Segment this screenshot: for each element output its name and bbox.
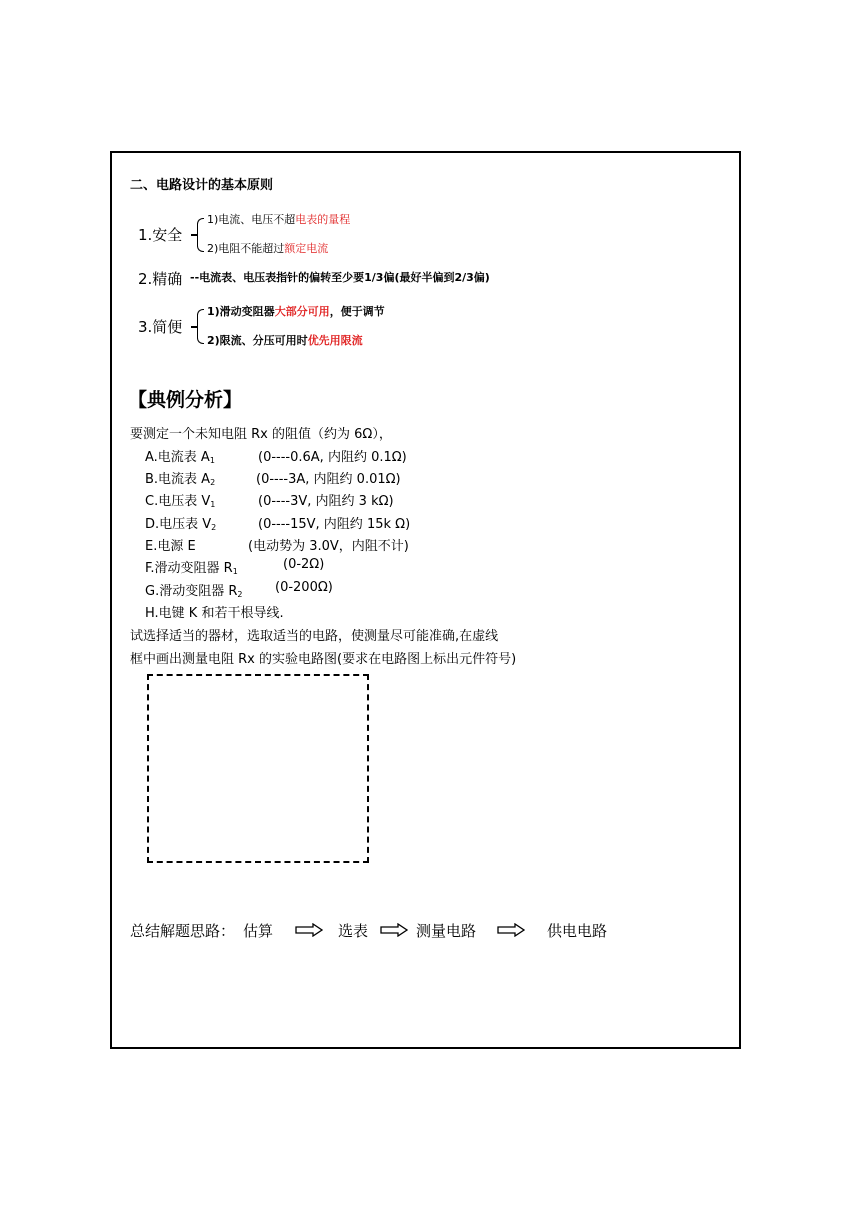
equipment-a: A.电流表 $A_1$ <box>145 450 215 465</box>
circuit-drawing-box[interactable] <box>147 674 369 863</box>
page-frame <box>110 151 741 1049</box>
equipment-h: H.电键 K 和若干根导线. <box>145 606 284 621</box>
principle-3-label: 3.简便 <box>138 318 183 336</box>
equipment-b: B.电流表 $A_2$ <box>145 472 216 487</box>
right-arrow-icon <box>497 923 525 937</box>
equipment-e-spec: (电动势为 3.0V，内阻不计) <box>248 539 409 554</box>
principle-1-item-2: 2)电阻不能超过额定电流 <box>207 242 329 255</box>
equipment-b-spec: (0----3A, 内阻约 0.01Ω) <box>256 472 401 487</box>
equipment-e: E.电源 E <box>145 539 196 554</box>
problem-intro: 要测定一个未知电阻 Rx 的阻值（约为 6Ω）， <box>130 427 392 442</box>
right-arrow-icon <box>380 923 408 937</box>
equipment-d: D.电压表 $V_2$ <box>145 517 217 532</box>
brace-3 <box>197 309 204 344</box>
instruction-line-2: 框中画出测量电阻 Rx 的实验电路图(要求在电路图上标出元件符号) <box>130 652 517 667</box>
summary-label: 总结解题思路： <box>130 922 236 940</box>
summary-step-4: 供电电路 <box>547 922 608 940</box>
principle-1-item-1: 1)电流、电压不超电表的量程 <box>207 213 351 226</box>
principle-3-item-2: 2)限流、分压可用时优先用限流 <box>207 334 363 347</box>
equipment-f: F.滑动变阻器 $R_1$ <box>145 561 238 576</box>
right-arrow-icon <box>295 923 323 937</box>
section-title: 二、电路设计的基本原则 <box>130 178 274 193</box>
equipment-g: G.滑动变阻器 $R_2$ <box>145 584 243 599</box>
brace-1 <box>197 218 204 252</box>
equipment-f-spec: (0-2Ω) <box>283 557 325 572</box>
summary-step-3: 测量电路 <box>416 922 477 940</box>
equipment-a-spec: (0----0.6A, 内阻约 0.1Ω) <box>258 450 407 465</box>
equipment-c: C.电压表 $V_1$ <box>145 494 216 509</box>
summary-step-1: 估算 <box>243 922 274 940</box>
equipment-g-spec: (0-200Ω) <box>275 580 333 595</box>
instruction-line-1: 试选择适当的器材，选取适当的电路，使测量尽可能准确,在虚线 <box>130 629 499 644</box>
principle-2-text: --电流表、电压表指针的偏转至少要1/3偏(最好半偏到2/3偏) <box>190 271 490 284</box>
summary-step-2: 选表 <box>338 922 369 940</box>
principle-2-label: 2.精确 <box>138 270 183 288</box>
equipment-d-spec: (0----15V, 内阻约 15k Ω) <box>258 517 411 532</box>
principle-3-item-1: 1)滑动变阻器大部分可用，便于调节 <box>207 305 385 318</box>
example-heading: 【典例分析】 <box>128 389 243 411</box>
equipment-c-spec: (0----3V, 内阻约 3 kΩ) <box>258 494 394 509</box>
principle-1-label: 1.安全 <box>138 226 183 244</box>
